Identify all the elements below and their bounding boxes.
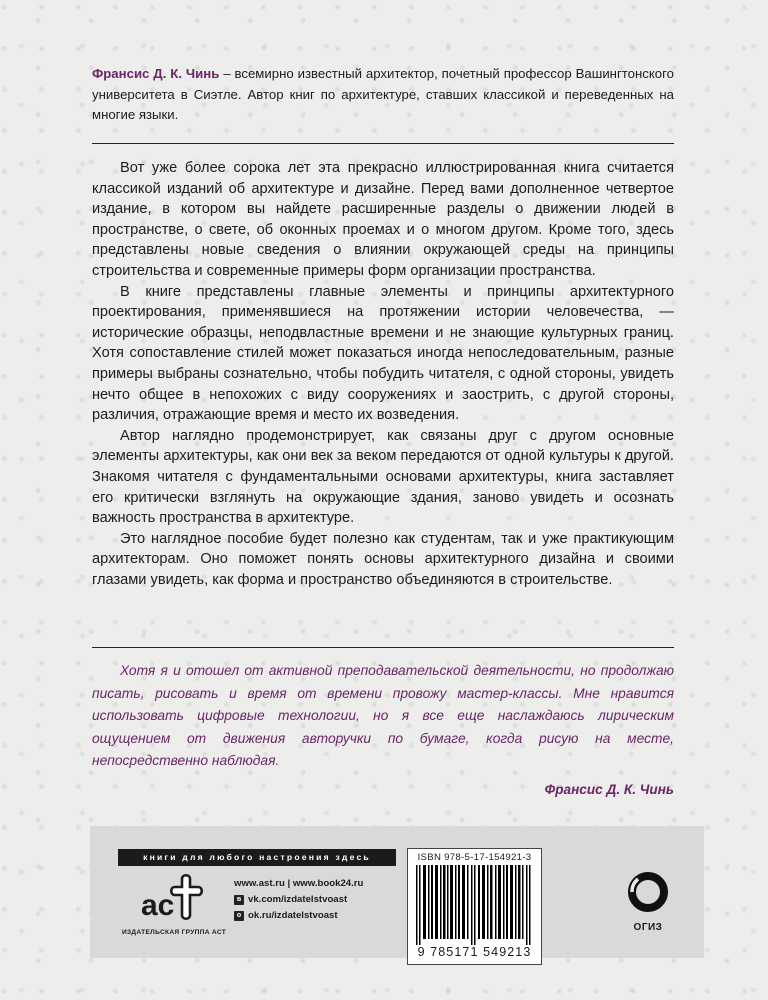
quote-signature: Франсис Д. К. Чинь [544, 782, 674, 797]
publisher-tagline: книги для любого настроения здесь [118, 849, 396, 866]
ok-row [234, 908, 363, 924]
ean-number: 9 785171 549213 [417, 945, 532, 959]
description-paragraph: Автор наглядно продемонстрирует, как связаны друг с другом основные элементы архитектуры, как они век за веком передаются от одной культуры к другой. Знакомя читателя с фундаментальными основами архитектуры, книга заставляет его критически взглянуть на окружающие здания, заново увидеть и осознать важность пространства в архитектуре. [92, 427, 674, 527]
vk-icon: в [234, 895, 244, 905]
publisher-links [234, 876, 363, 924]
middle-divider [92, 647, 674, 648]
vk-link[interactable]: vk.com/izdatelstvoast [248, 894, 348, 905]
ast-logo-text: ac [141, 889, 175, 922]
isbn-number: ISBN 978-5-17-154921-3 [417, 852, 532, 863]
ok-link[interactable]: ok.ru/izdatelstvoast [248, 910, 338, 921]
publisher-imprint: ИЗДАТЕЛЬСКАЯ ГРУППА АСТ [121, 929, 227, 936]
barcode [407, 848, 542, 965]
ogiz-label: ОГИЗ [633, 922, 663, 933]
author-quote: Хотя я и отошел от активной преподавательской деятельности, но продолжаю писать, рисовать и время от времени провожу мастер-классы. Мне нравится использовать цифровые технологии, но я все еще наслаждаюсь лирическим ощущением от движения авторучки по бумаге, когда рисую на месте, непосредственно наблюдая. [92, 663, 674, 768]
ast-logo-icon [138, 873, 208, 925]
author-name: Франсис Д. К. Чинь [92, 66, 220, 81]
description-paragraph: В книге представлены главные элементы и принципы архитектурного проектирования, применявшиеся на протяжении истории человечества, — исторические образцы, неподвластные времени и не знающие культурных границ. Хотя сопоставление стилей может показаться иногда непоследовательным, разные примеры выбраны сознательно, чтобы побудить читателя, с одной стороны, увидеть нечто общее в непохожих с виду сооружениях и заострить, с другой стороны, различия, отражающие время и место их возведения. [92, 283, 674, 424]
book-description [92, 158, 674, 590]
top-divider [92, 143, 674, 144]
odnoklassniki-icon: о [234, 911, 244, 921]
author-bio-text: – всемирно известный архитектор, почетный профессор Вашингтонского университета в Сиэтле. Автор книг по архитектуре, ставших классикой и переведенных на многие языки. [92, 66, 674, 122]
websites-row [234, 876, 363, 892]
author-bio [92, 64, 674, 126]
barcode-bars-icon [416, 865, 533, 945]
ogiz-logo [626, 870, 670, 933]
vk-row [234, 892, 363, 908]
ogiz-logo-icon [626, 870, 670, 914]
description-paragraph: Вот уже более сорока лет эта прекрасно иллюстрированная книга считается классикой изданий об архитектуре и дизайне. Перед вами дополненное четвертое издание, в котором вы найдете расширенные разделы о движении людей в пространстве, о свете, об оконных проемах и о многом другом. Кроме того, здесь представлены новые сведения о влиянии окружающей среды на принципы строительства и современные примеры форм организации пространства. [92, 160, 674, 279]
websites-link[interactable]: www.ast.ru | www.book24.ru [234, 878, 364, 889]
description-paragraph: Это наглядное пособие будет полезно как студентам, так и уже практикующим архитекторам. Оно поможет понять основы архитектурного дизайна и своими глазами увидеть, как форма и пространство объединяются в строительстве. [92, 530, 674, 588]
